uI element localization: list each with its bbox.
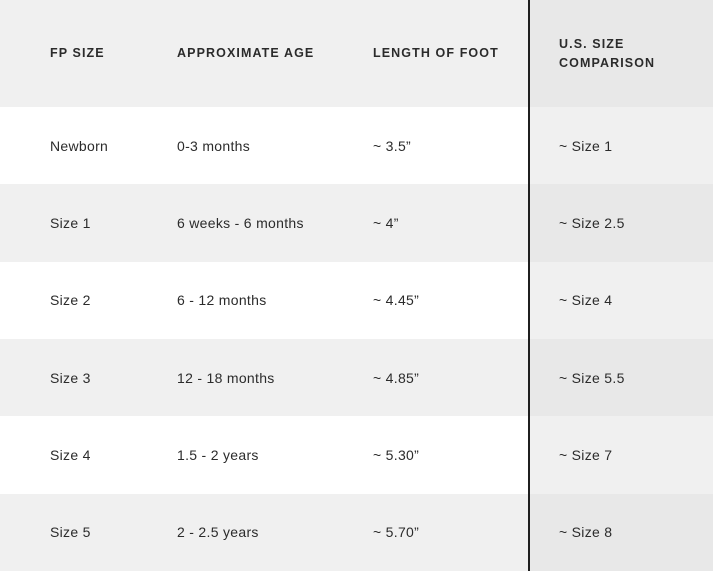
- table-body: [0, 107, 713, 571]
- cell-approximate-age: 0-3 months: [163, 107, 357, 184]
- cell-approximate-age: 12 - 18 months: [163, 339, 357, 416]
- cell-fp-size: Size 3: [0, 339, 163, 416]
- table-row: [0, 416, 713, 493]
- table-row: [0, 339, 713, 416]
- column-header-fp-size: FP SIZE: [0, 0, 163, 107]
- cell-approximate-age: 1.5 - 2 years: [163, 416, 357, 493]
- cell-approximate-age: 2 - 2.5 years: [163, 494, 357, 571]
- column-header-length-of-foot: LENGTH OF FOOT: [357, 0, 529, 107]
- cell-length-of-foot: ~ 4.85”: [357, 339, 529, 416]
- cell-fp-size: Size 4: [0, 416, 163, 493]
- table-row: [0, 107, 713, 184]
- cell-fp-size: Size 2: [0, 262, 163, 339]
- table-header: [0, 0, 713, 107]
- cell-length-of-foot: ~ 4”: [357, 184, 529, 261]
- column-header-us-size-comparison: U.S. SIZE COMPARISON: [529, 0, 713, 107]
- table-row: [0, 184, 713, 261]
- cell-length-of-foot: ~ 5.30”: [357, 416, 529, 493]
- cell-us-size-comparison: ~ Size 8: [529, 494, 713, 571]
- cell-fp-size: Size 5: [0, 494, 163, 571]
- cell-us-size-comparison: ~ Size 2.5: [529, 184, 713, 261]
- cell-length-of-foot: ~ 4.45”: [357, 262, 529, 339]
- cell-approximate-age: 6 - 12 months: [163, 262, 357, 339]
- cell-us-size-comparison: ~ Size 1: [529, 107, 713, 184]
- column-header-approximate-age: APPROXIMATE AGE: [163, 0, 357, 107]
- cell-length-of-foot: ~ 3.5”: [357, 107, 529, 184]
- cell-us-size-comparison: ~ Size 4: [529, 262, 713, 339]
- cell-us-size-comparison: ~ Size 7: [529, 416, 713, 493]
- cell-approximate-age: 6 weeks - 6 months: [163, 184, 357, 261]
- cell-us-size-comparison: ~ Size 5.5: [529, 339, 713, 416]
- cell-fp-size: Size 1: [0, 184, 163, 261]
- cell-fp-size: Newborn: [0, 107, 163, 184]
- header-row: [0, 0, 713, 107]
- table-row: [0, 262, 713, 339]
- cell-length-of-foot: ~ 5.70”: [357, 494, 529, 571]
- table-row: [0, 494, 713, 571]
